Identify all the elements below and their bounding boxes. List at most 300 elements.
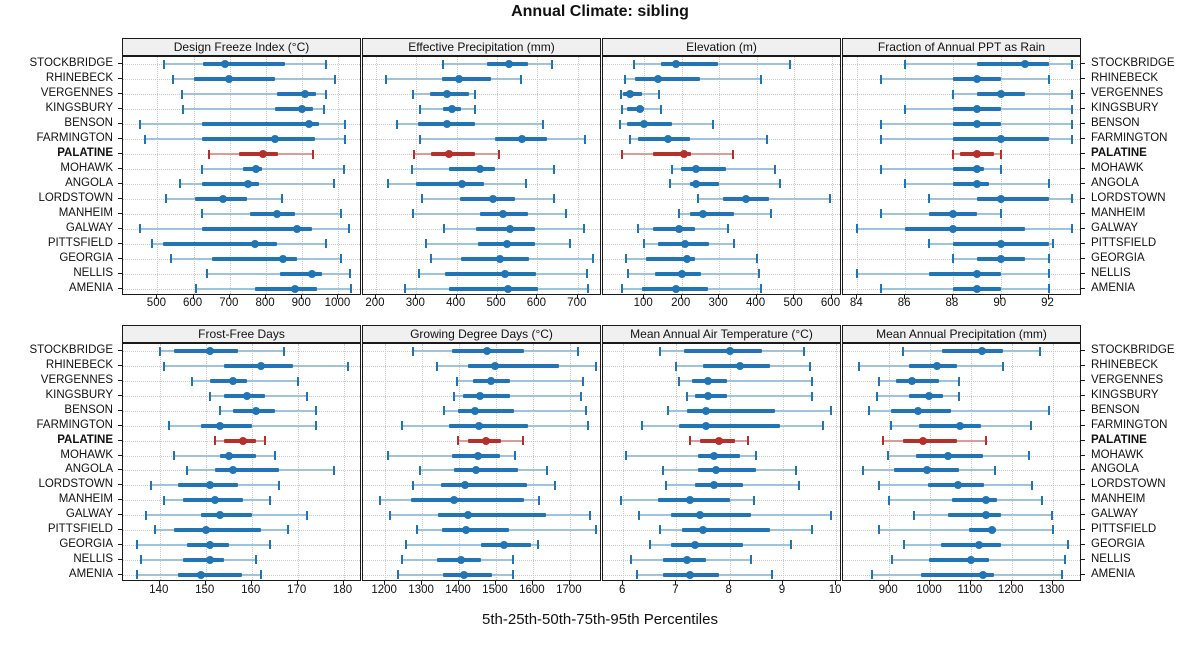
x-tick-label: 600	[526, 297, 546, 309]
row-label-farmington: FARMINGTON	[1091, 418, 1168, 431]
row-gridline	[843, 351, 1080, 352]
row-label-mohawk: MOHAWK	[60, 162, 113, 175]
x-tick-label: 10	[828, 584, 842, 596]
row-gridline	[603, 169, 840, 170]
x-tick-label: 1300	[408, 584, 434, 596]
x-tick-label: 700	[567, 297, 587, 309]
row-label-georgia: GEORGIA	[59, 537, 113, 550]
row-gridline	[363, 560, 600, 561]
row-label-lordstown: LORDSTOWN	[38, 478, 113, 491]
row-gridline	[843, 560, 1080, 561]
row-gridline	[363, 169, 600, 170]
row-tick-mark	[1081, 288, 1085, 289]
row-label-galway: GALWAY	[65, 221, 113, 234]
row-gridline	[363, 259, 600, 260]
row-label-nellis: NELLIS	[1091, 266, 1131, 279]
row-label-manheim: MANHEIM	[1091, 206, 1146, 219]
row-gridline	[603, 124, 840, 125]
row-tick-mark	[118, 93, 122, 94]
x-tick-label: 8	[725, 584, 732, 596]
row-gridline	[843, 441, 1080, 442]
panel-fraction-of-annual-ppt-as-rain	[842, 56, 1081, 295]
row-tick-mark	[118, 153, 122, 154]
row-gridline	[843, 381, 1080, 382]
row-gridline	[123, 199, 360, 200]
row-gridline	[603, 94, 840, 95]
row-gridline	[363, 94, 600, 95]
row-gridline	[603, 184, 840, 185]
x-tick-label: 700	[219, 297, 239, 309]
row-tick-mark	[118, 213, 122, 214]
row-gridline	[603, 575, 840, 576]
row-gridline	[843, 289, 1080, 290]
row-gridline	[843, 485, 1080, 486]
row-label-mohawk: MOHAWK	[1091, 162, 1144, 175]
row-tick-mark	[118, 350, 122, 351]
row-label-rhinebeck: RHINEBECK	[1091, 72, 1159, 85]
x-tick-label: 200	[365, 297, 385, 309]
row-tick-mark	[1081, 153, 1085, 154]
row-tick-mark	[1081, 273, 1085, 274]
row-gridline	[603, 154, 840, 155]
row-gridline	[363, 244, 600, 245]
row-tick-mark	[118, 198, 122, 199]
row-gridline	[123, 109, 360, 110]
row-label-stockbridge: STOCKBRIDGE	[1091, 57, 1175, 70]
row-label-galway: GALWAY	[1091, 221, 1139, 234]
row-gridline	[603, 470, 840, 471]
row-gridline	[123, 351, 360, 352]
panel-title: Effective Precipitation (mm)	[408, 40, 555, 54]
row-gridline	[603, 79, 840, 80]
row-tick-mark	[1081, 108, 1085, 109]
row-tick-mark	[1081, 365, 1085, 366]
row-tick-mark	[118, 440, 122, 441]
x-tick-label: 6	[619, 584, 626, 596]
row-tick-mark	[1081, 183, 1085, 184]
row-gridline	[843, 259, 1080, 260]
row-gridline	[363, 351, 600, 352]
row-gridline	[363, 411, 600, 412]
row-tick-mark	[118, 78, 122, 79]
row-gridline	[123, 560, 360, 561]
row-label-farmington: FARMINGTON	[36, 418, 113, 431]
row-gridline	[603, 214, 840, 215]
row-gridline	[843, 500, 1080, 501]
row-gridline	[363, 109, 600, 110]
row-tick-mark	[1081, 425, 1085, 426]
row-gridline	[123, 456, 360, 457]
row-label-rhinebeck: RHINEBECK	[45, 72, 113, 85]
panel-mean-annual-precipitation-mm	[842, 343, 1081, 581]
row-gridline	[363, 64, 600, 65]
row-gridline	[603, 411, 840, 412]
row-gridline	[123, 545, 360, 546]
row-label-stockbridge: STOCKBRIDGE	[1091, 344, 1175, 357]
x-tick-label: 1100	[957, 584, 983, 596]
row-tick-mark	[118, 559, 122, 560]
row-gridline	[123, 381, 360, 382]
x-tick-label: 90	[993, 297, 1007, 309]
row-gridline	[843, 545, 1080, 546]
x-tick-label: 160	[241, 584, 261, 596]
row-label-stockbridge: STOCKBRIDGE	[29, 344, 113, 357]
row-label-angola: ANGOLA	[65, 463, 113, 476]
row-tick-mark	[1081, 529, 1085, 530]
row-label-georgia: GEORGIA	[1091, 251, 1145, 264]
row-gridline	[123, 396, 360, 397]
row-gridline	[603, 259, 840, 260]
row-gridline	[843, 169, 1080, 170]
row-gridline	[843, 515, 1080, 516]
row-tick-mark	[118, 183, 122, 184]
row-gridline	[603, 545, 840, 546]
row-tick-mark	[1081, 93, 1085, 94]
row-gridline	[123, 530, 360, 531]
row-label-vergennes: VERGENNES	[1091, 87, 1164, 100]
row-tick-mark	[1081, 78, 1085, 79]
row-tick-mark	[118, 544, 122, 545]
row-tick-mark	[118, 243, 122, 244]
row-tick-mark	[1081, 258, 1085, 259]
row-gridline	[843, 184, 1080, 185]
row-gridline	[843, 470, 1080, 471]
row-label-nellis: NELLIS	[73, 266, 113, 279]
panel-design-freeze-index-c	[122, 56, 361, 295]
x-tick-label: 1700	[556, 584, 582, 596]
row-gridline	[123, 426, 360, 427]
row-gridline	[843, 199, 1080, 200]
row-gridline	[363, 199, 600, 200]
row-label-amenia: AMENIA	[68, 567, 113, 580]
row-gridline	[603, 229, 840, 230]
row-tick-mark	[118, 63, 122, 64]
panel-growing-degree-days-c	[362, 343, 601, 581]
x-tick-label: 84	[849, 297, 863, 309]
row-gridline	[843, 229, 1080, 230]
row-gridline	[603, 351, 840, 352]
row-label-palatine: PALATINE	[1091, 147, 1147, 160]
panel-title: Mean Annual Precipitation (mm)	[876, 327, 1047, 341]
row-label-vergennes: VERGENNES	[40, 87, 113, 100]
x-tick-label: 1500	[482, 584, 508, 596]
x-tick-label: 600	[820, 297, 841, 309]
x-tick-label: 1000	[916, 584, 942, 596]
x-tick-label: 400	[745, 297, 766, 309]
row-tick-mark	[1081, 213, 1085, 214]
row-tick-mark	[1081, 198, 1085, 199]
row-gridline	[843, 411, 1080, 412]
row-label-galway: GALWAY	[65, 508, 113, 521]
row-label-kingsbury: KINGSBURY	[1091, 102, 1159, 115]
row-tick-mark	[1081, 380, 1085, 381]
row-gridline	[843, 274, 1080, 275]
x-tick-label: 1400	[445, 584, 471, 596]
x-tick-label: 180	[333, 584, 353, 596]
row-gridline	[843, 79, 1080, 80]
row-gridline	[603, 64, 840, 65]
panel-frost-free-days	[122, 343, 361, 581]
row-tick-mark	[118, 499, 122, 500]
row-label-mohawk: MOHAWK	[1091, 448, 1144, 461]
row-gridline	[603, 199, 840, 200]
row-gridline	[123, 485, 360, 486]
row-gridline	[123, 124, 360, 125]
row-label-manheim: MANHEIM	[58, 493, 113, 506]
row-gridline	[363, 184, 600, 185]
row-tick-mark	[118, 123, 122, 124]
row-tick-mark	[1081, 469, 1085, 470]
row-gridline	[843, 64, 1080, 65]
panel-title: Fraction of Annual PPT as Rain	[877, 40, 1046, 54]
row-tick-mark	[118, 514, 122, 515]
x-tick-label: 600	[183, 297, 203, 309]
row-gridline	[363, 441, 600, 442]
panel-strip-design-freeze-index-c	[122, 38, 361, 56]
row-label-benson: BENSON	[64, 117, 113, 130]
row-gridline	[123, 214, 360, 215]
row-gridline	[603, 530, 840, 531]
row-label-nellis: NELLIS	[73, 552, 113, 565]
row-label-pittsfield: PITTSFIELD	[47, 522, 113, 535]
row-gridline	[123, 470, 360, 471]
row-gridline	[363, 515, 600, 516]
row-label-lordstown: LORDSTOWN	[1091, 191, 1166, 204]
row-label-amenia: AMENIA	[1091, 281, 1136, 294]
row-tick-mark	[1081, 243, 1085, 244]
x-tick-label: 86	[897, 297, 911, 309]
row-label-galway: GALWAY	[1091, 508, 1139, 521]
row-label-angola: ANGOLA	[1091, 463, 1139, 476]
row-tick-mark	[118, 365, 122, 366]
row-label-pittsfield: PITTSFIELD	[1091, 236, 1157, 249]
x-tick-label: 9	[778, 584, 786, 596]
row-gridline	[123, 154, 360, 155]
row-gridline	[363, 139, 600, 140]
row-gridline	[123, 94, 360, 95]
x-tick-label: 1600	[519, 584, 545, 596]
row-gridline	[603, 289, 840, 290]
row-gridline	[363, 500, 600, 501]
row-label-kingsbury: KINGSBURY	[1091, 389, 1159, 402]
row-label-stockbridge: STOCKBRIDGE	[29, 57, 113, 70]
row-gridline	[363, 456, 600, 457]
row-tick-mark	[1081, 455, 1085, 456]
row-gridline	[603, 366, 840, 367]
row-gridline	[843, 456, 1080, 457]
row-tick-mark	[118, 395, 122, 396]
row-gridline	[843, 426, 1080, 427]
row-gridline	[363, 366, 600, 367]
row-gridline	[843, 244, 1080, 245]
row-gridline	[363, 79, 600, 80]
row-gridline	[603, 515, 840, 516]
x-tick-label: 500	[783, 297, 803, 309]
x-tick-label: 92	[1041, 297, 1054, 309]
row-tick-mark	[1081, 63, 1085, 64]
row-tick-mark	[118, 469, 122, 470]
x-tick-label: 900	[878, 584, 898, 596]
row-gridline	[123, 169, 360, 170]
row-label-vergennes: VERGENNES	[1091, 374, 1164, 387]
row-tick-mark	[118, 455, 122, 456]
chart-title: Annual Climate: sibling	[511, 3, 689, 20]
row-label-georgia: GEORGIA	[59, 251, 113, 264]
row-label-farmington: FARMINGTON	[36, 132, 113, 145]
x-tick-label: 300	[708, 297, 728, 309]
row-tick-mark	[1081, 138, 1085, 139]
x-tick-label: 1000	[324, 297, 351, 309]
x-tick-label: 800	[255, 297, 275, 309]
panel-title: Design Freeze Index (°C)	[173, 40, 310, 54]
x-tick-label: 200	[671, 297, 691, 309]
row-label-amenia: AMENIA	[68, 281, 113, 294]
panel-strip-mean-annual-precipitation-mm	[842, 325, 1081, 343]
row-gridline	[603, 109, 840, 110]
row-gridline	[363, 214, 600, 215]
x-tick-label: 900	[291, 297, 311, 309]
x-tick-label: 500	[486, 297, 506, 309]
row-tick-mark	[118, 574, 122, 575]
row-gridline	[123, 441, 360, 442]
row-label-manheim: MANHEIM	[1091, 493, 1146, 506]
row-gridline	[603, 441, 840, 442]
row-tick-mark	[118, 410, 122, 411]
row-label-vergennes: VERGENNES	[40, 374, 113, 387]
row-label-lordstown: LORDSTOWN	[1091, 478, 1166, 491]
row-label-angola: ANGOLA	[65, 176, 113, 189]
row-tick-mark	[1081, 440, 1085, 441]
row-label-pittsfield: PITTSFIELD	[47, 236, 113, 249]
row-gridline	[123, 244, 360, 245]
row-gridline	[123, 274, 360, 275]
row-tick-mark	[1081, 559, 1085, 560]
chart-caption: 5th-25th-50th-75th-95th Percentiles	[482, 611, 718, 628]
row-gridline	[363, 289, 600, 290]
row-label-angola: ANGOLA	[1091, 176, 1139, 189]
x-tick-label: 1300	[1038, 584, 1065, 596]
row-label-pittsfield: PITTSFIELD	[1091, 522, 1157, 535]
x-tick-label: 150	[195, 584, 215, 596]
row-gridline	[363, 426, 600, 427]
row-tick-mark	[1081, 168, 1085, 169]
row-label-kingsbury: KINGSBURY	[45, 102, 113, 115]
panel-title: Mean Annual Air Temperature (°C)	[630, 327, 813, 341]
panel-strip-fraction-of-annual-ppt-as-rain	[842, 38, 1081, 56]
row-tick-mark	[118, 484, 122, 485]
row-gridline	[363, 485, 600, 486]
panel-strip-mean-annual-air-temperature-c	[602, 325, 841, 343]
row-gridline	[603, 396, 840, 397]
panel-strip-frost-free-days	[122, 325, 361, 343]
row-gridline	[603, 274, 840, 275]
row-gridline	[123, 411, 360, 412]
row-tick-mark	[1081, 123, 1085, 124]
row-gridline	[843, 124, 1080, 125]
row-gridline	[123, 500, 360, 501]
x-tick-label: 400	[446, 297, 466, 309]
row-gridline	[843, 396, 1080, 397]
row-gridline	[843, 575, 1080, 576]
row-tick-mark	[1081, 228, 1085, 229]
row-label-amenia: AMENIA	[1091, 567, 1136, 580]
row-gridline	[363, 545, 600, 546]
x-tick-label: 300	[405, 297, 425, 309]
row-gridline	[123, 229, 360, 230]
row-gridline	[123, 289, 360, 290]
row-label-mohawk: MOHAWK	[60, 448, 113, 461]
row-tick-mark	[118, 288, 122, 289]
row-label-rhinebeck: RHINEBECK	[1091, 359, 1159, 372]
row-tick-mark	[118, 273, 122, 274]
row-gridline	[843, 530, 1080, 531]
row-tick-mark	[118, 168, 122, 169]
panel-mean-annual-air-temperature-c	[602, 343, 841, 581]
panel-title: Growing Degree Days (°C)	[410, 327, 553, 341]
panel-strip-effective-precipitation-mm	[362, 38, 601, 56]
row-label-lordstown: LORDSTOWN	[38, 191, 113, 204]
row-tick-mark	[118, 425, 122, 426]
row-label-rhinebeck: RHINEBECK	[45, 359, 113, 372]
row-label-farmington: FARMINGTON	[1091, 132, 1168, 145]
row-gridline	[843, 139, 1080, 140]
row-label-benson: BENSON	[64, 403, 113, 416]
row-label-manheim: MANHEIM	[58, 206, 113, 219]
row-tick-mark	[118, 258, 122, 259]
row-gridline	[123, 575, 360, 576]
row-gridline	[363, 124, 600, 125]
row-label-kingsbury: KINGSBURY	[45, 389, 113, 402]
row-tick-mark	[118, 380, 122, 381]
row-gridline	[603, 500, 840, 501]
row-label-nellis: NELLIS	[1091, 552, 1131, 565]
row-tick-mark	[1081, 350, 1085, 351]
row-tick-mark	[1081, 410, 1085, 411]
row-label-palatine: PALATINE	[57, 433, 113, 446]
panel-title: Elevation (m)	[686, 40, 757, 54]
row-gridline	[123, 64, 360, 65]
row-label-georgia: GEORGIA	[1091, 537, 1145, 550]
row-gridline	[363, 154, 600, 155]
row-tick-mark	[1081, 395, 1085, 396]
panel-strip-elevation-m	[602, 38, 841, 56]
row-tick-mark	[1081, 484, 1085, 485]
panel-strip-growing-degree-days-c	[362, 325, 601, 343]
panel-elevation-m	[602, 56, 841, 295]
row-gridline	[123, 366, 360, 367]
x-tick-label: 88	[945, 297, 959, 309]
row-tick-mark	[1081, 499, 1085, 500]
row-gridline	[843, 109, 1080, 110]
row-tick-mark	[118, 529, 122, 530]
row-tick-mark	[118, 138, 122, 139]
row-gridline	[603, 560, 840, 561]
row-gridline	[363, 575, 600, 576]
x-tick-label: 1200	[997, 584, 1024, 596]
row-gridline	[603, 485, 840, 486]
panel-effective-precipitation-mm	[362, 56, 601, 295]
row-gridline	[363, 396, 600, 397]
row-gridline	[843, 154, 1080, 155]
row-label-palatine: PALATINE	[57, 147, 113, 160]
row-gridline	[363, 530, 600, 531]
row-tick-mark	[1081, 574, 1085, 575]
row-gridline	[123, 184, 360, 185]
row-tick-mark	[1081, 544, 1085, 545]
row-tick-mark	[1081, 514, 1085, 515]
row-tick-mark	[118, 108, 122, 109]
x-tick-label: 500	[146, 297, 166, 309]
